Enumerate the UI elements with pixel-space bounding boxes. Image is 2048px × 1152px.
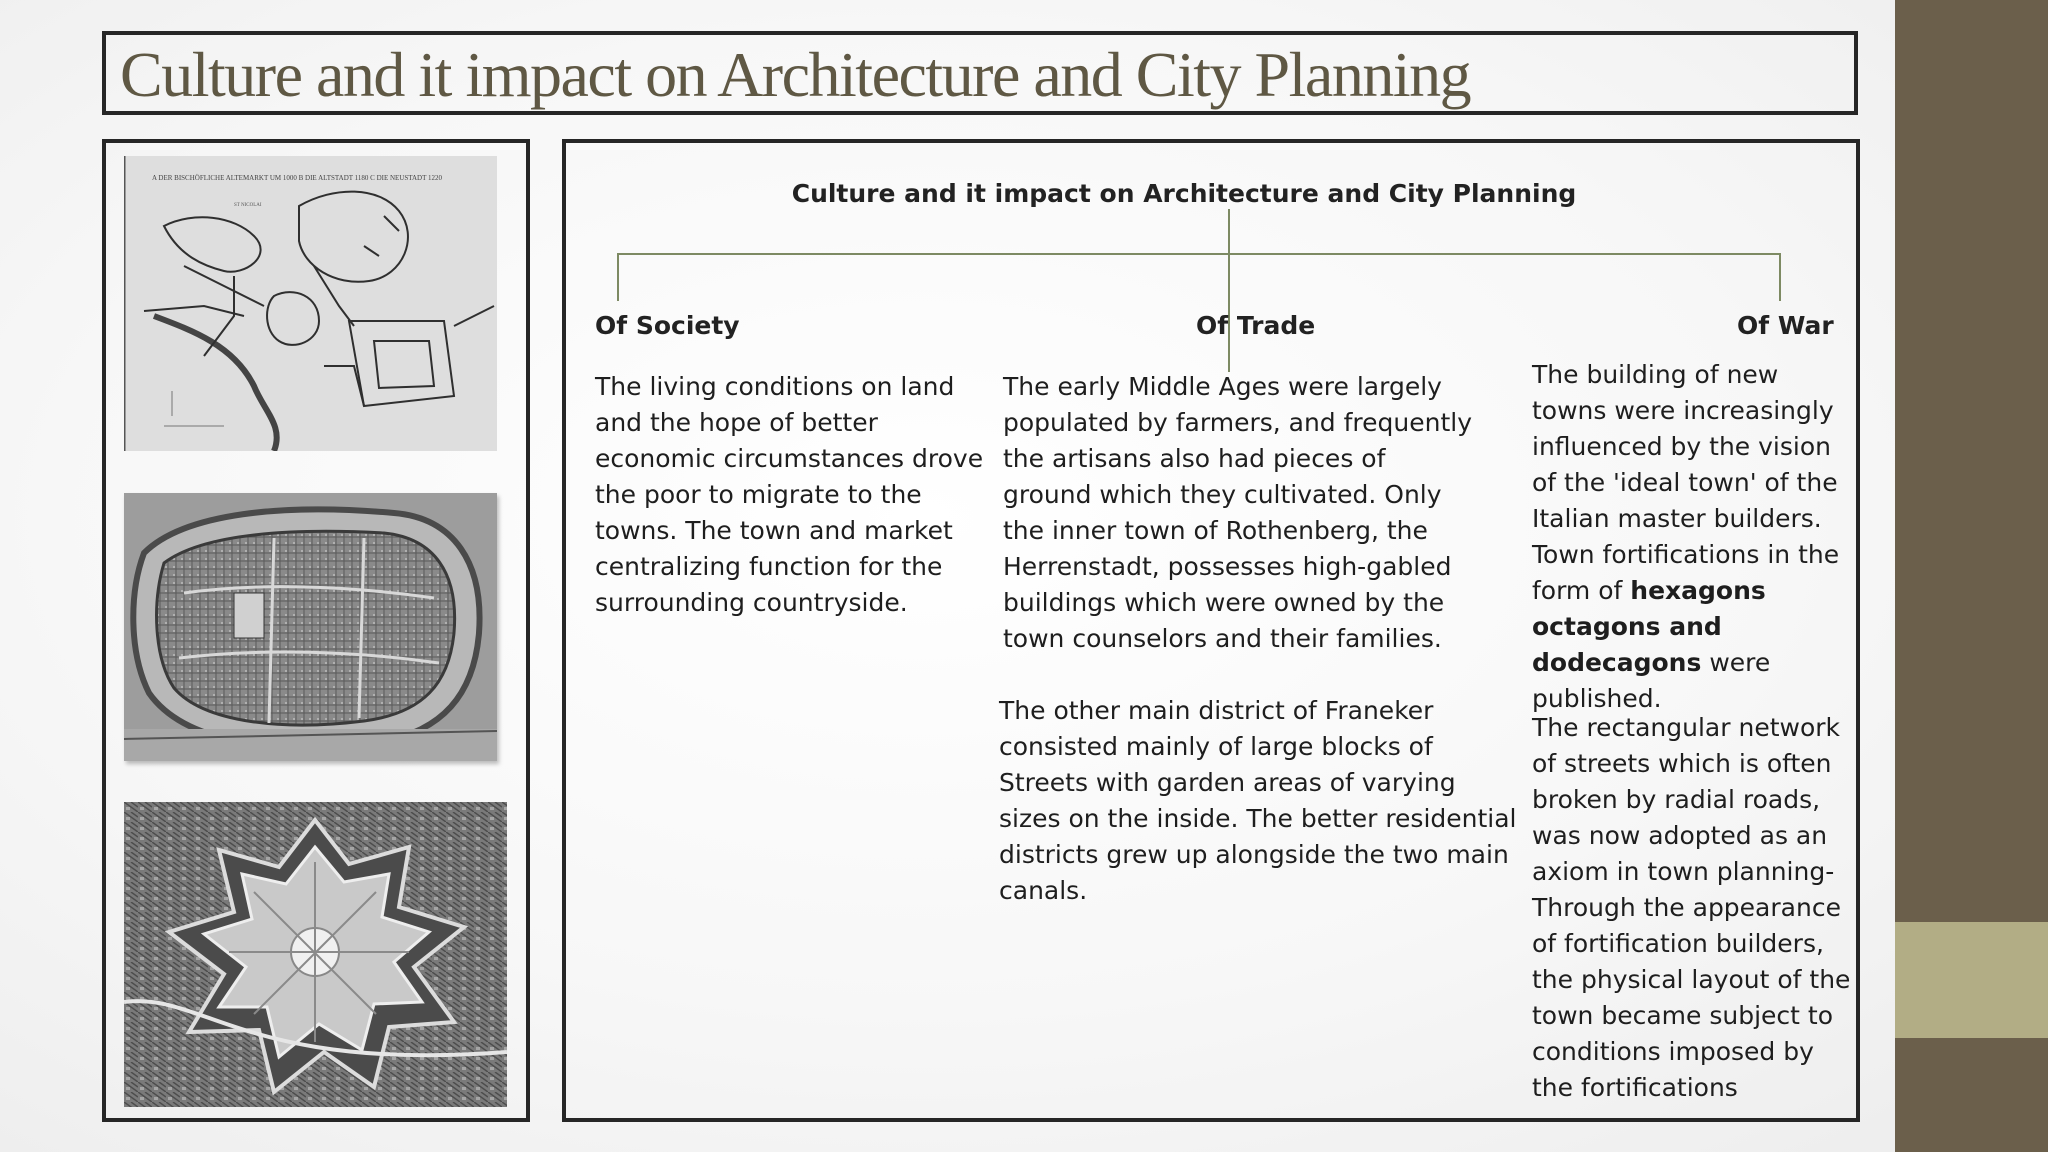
town-sketch-map-image [124,156,497,451]
decorative-side-accent [1895,922,2048,1038]
branch-text-war-2: The rectangular network of streets which is often broken by radial roads, was now adopted as an axiom in town planning- Through the appearance of fortification builders, the physical layout of the town became subject to conditions imposed by the fortifications [1532,713,1851,1102]
connector-left-drop [617,253,619,301]
image-panel [102,139,530,1122]
map-sub-caption: ST NICOLAI [234,203,262,208]
branch-text-war [1532,357,1857,717]
branch-text-trade: The early Middle Ages were largely populated by farmers, and frequently the artisans also had pieces of ground which they cultivated. Only the inner town of Rothenberg, the Herrenstadt, possesses high-gabled buildings which were owned by the town counselors and their families. [1003,372,1473,653]
connector-horizontal [617,253,1781,255]
branch-label-trade: Of Trade [1196,311,1316,340]
star-fortress-aerial-image [124,802,507,1107]
connector-root-vertical [1228,209,1230,372]
branch-text-trade-2: The other main district of Franeker consisted mainly of large blocks of Streets with garden areas of varying sizes on the inside. The better residential districts grew up alongside the two main canals. [999,696,1517,905]
branch-label-society: Of Society [595,311,740,340]
map-caption: A DER BISCHÖFLICHE ALTEMARKT UM 1000 B DIE ALTSTADT 1180 C DIE NEUSTADT 1220 [152,174,442,182]
slide-title: Culture and it impact on Architecture and City Planning [120,39,1471,110]
branch-label-war: Of War [1737,311,1834,340]
branch-text-society: The living conditions on land and the hope of better economic circumstances drove the poor to migrate to the towns. The town and market centralizing function for the surrounding countryside. [595,372,984,617]
war-text-part-b: were published. [1532,648,1771,713]
walled-town-map-image [124,493,497,761]
war-text-part-a: The building of new towns were increasingly influenced by the vision of the 'ideal town' of the Italian master builders. Town fortifications in the form of [1532,360,1840,605]
war-text-bold: hexagons octagons and dodecagons [1532,576,1766,677]
slide-title-box [102,31,1858,115]
diagram-panel [562,139,1860,1122]
diagram-root-title: Culture and it impact on Architecture and City Planning [791,179,1577,208]
connector-right-drop [1779,253,1781,301]
